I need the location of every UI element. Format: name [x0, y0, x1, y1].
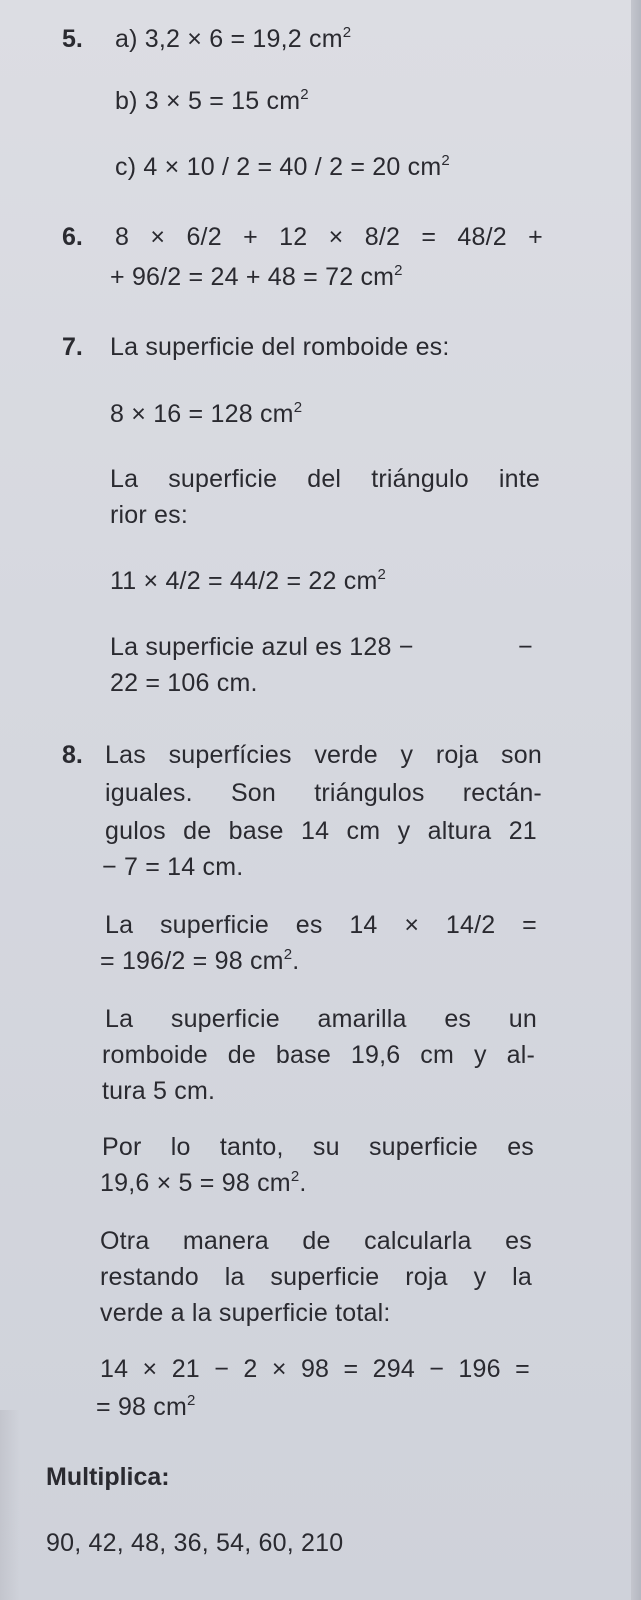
exercise-8-p3-line2 — [102, 1040, 535, 1070]
exercise-8-p4-line1 — [102, 1132, 534, 1162]
term: − — [214, 1355, 230, 1383]
word: Las — [105, 741, 146, 769]
word: restando — [100, 1263, 199, 1291]
triangle-expr: 11 × 4/2 = 44/2 = 22 cm — [110, 567, 378, 595]
unit-exponent: 2 — [342, 24, 352, 41]
word: Son — [230, 779, 277, 807]
word: 14 — [349, 911, 378, 939]
word: superfícies — [168, 741, 292, 769]
term: = — [421, 223, 437, 251]
exercise-6-number: 6. — [62, 223, 83, 251]
exercise-7-number: 7. — [62, 333, 83, 361]
word: superficie — [159, 911, 269, 939]
word: iguales. — [105, 779, 193, 807]
word: la — [224, 1263, 245, 1291]
exercise-7-azul-line2: 22 = 106 cm. — [110, 669, 258, 697]
word: cm — [346, 817, 381, 845]
exercise-8-p5-line3: verde a la superficie total: — [100, 1299, 391, 1327]
word: = — [522, 911, 537, 939]
exercise-8-p1-line1 — [105, 740, 542, 770]
unit-exponent: 2 — [293, 399, 303, 416]
word: triángulos — [314, 779, 425, 807]
exercise-7-tri-line1 — [110, 464, 540, 494]
word: superficie — [168, 465, 278, 493]
exercise-8-p1-line4: − 7 = 14 cm. — [102, 853, 244, 881]
word: 21 — [508, 817, 537, 845]
exercise-8-p5-line1 — [100, 1226, 532, 1256]
word: tanto, — [219, 1133, 284, 1161]
word: es — [505, 1227, 532, 1255]
exercise-8-p6-line2 — [96, 1392, 196, 1422]
word: superficie — [368, 1133, 478, 1161]
word: base — [228, 817, 284, 845]
exercise-8-p3-line3: tura 5 cm. — [102, 1077, 216, 1105]
word: su — [312, 1133, 340, 1161]
word: romboide — [102, 1041, 208, 1069]
word: inte — [498, 465, 540, 493]
term: × — [150, 223, 166, 251]
term: × — [142, 1355, 158, 1383]
term: × — [328, 223, 344, 251]
term: = — [343, 1355, 359, 1383]
exercise-5-number: 5. — [62, 25, 83, 53]
superficie-result: = 196/2 = 98 cm — [100, 947, 284, 975]
word: 19,6 — [350, 1041, 401, 1069]
unit-exponent: 2 — [377, 566, 387, 583]
word: de — [183, 817, 212, 845]
word: Por — [102, 1133, 142, 1161]
word: y — [400, 741, 414, 769]
exercise-7-expr2 — [110, 566, 386, 596]
exercise-8-p5-line2 — [100, 1262, 532, 1292]
word: un — [508, 1005, 537, 1033]
term: × — [271, 1355, 287, 1383]
word: al- — [506, 1041, 535, 1069]
word: cm — [420, 1041, 455, 1069]
term: 12 — [279, 223, 308, 251]
word: La — [110, 465, 139, 493]
exercise-8-p3-line1 — [105, 1004, 537, 1034]
exercise-5b-label: b) — [115, 87, 138, 115]
word: roja — [405, 1263, 448, 1291]
unit-exponent: 2 — [290, 1168, 300, 1185]
exercise-5b — [115, 86, 309, 116]
word: y — [397, 817, 411, 845]
unit-exponent: 2 — [441, 152, 450, 169]
term: 14 — [100, 1355, 129, 1383]
word: rectán- — [462, 779, 542, 807]
exercise-6-line2 — [110, 262, 403, 292]
exercise-7-tri-line2: rior es: — [110, 501, 189, 529]
exercise-6-result: + 96/2 = 24 + 48 = 72 cm — [110, 263, 395, 291]
exercise-5b-expr: 3 × 5 = 15 cm — [144, 87, 301, 115]
word: es — [295, 911, 323, 939]
term: − — [429, 1355, 445, 1383]
exercise-7-azul-dash: − — [518, 633, 533, 661]
term: 294 — [372, 1355, 415, 1383]
term: 196 — [458, 1355, 501, 1383]
exercise-8-p4-line2 — [100, 1168, 307, 1198]
word: gulos — [105, 817, 166, 845]
word: de — [302, 1227, 331, 1255]
word: superficie — [170, 1005, 280, 1033]
term: + — [243, 223, 258, 251]
word: 14/2 — [445, 911, 496, 939]
exercise-5a — [115, 24, 351, 54]
period: . — [292, 947, 300, 975]
exercise-6-line1 — [115, 222, 543, 252]
word: base — [275, 1041, 331, 1069]
word: es — [444, 1005, 472, 1033]
term: 8 — [115, 223, 130, 251]
total-result: = 98 cm — [96, 1393, 188, 1421]
exercise-5c — [115, 152, 450, 182]
term: 98 — [300, 1355, 330, 1383]
term: + — [528, 223, 543, 251]
word: superficie — [270, 1263, 380, 1291]
word: Otra — [100, 1227, 150, 1255]
amarilla-result: 19,6 × 5 = 98 cm — [100, 1169, 291, 1197]
word: lo — [170, 1133, 191, 1161]
unit-exponent: 2 — [283, 946, 293, 963]
unit-exponent: 2 — [300, 86, 309, 103]
word: La — [105, 911, 134, 939]
term: 8/2 — [364, 223, 401, 251]
word: y — [473, 1041, 487, 1069]
exercise-7-azul-line1: La superficie azul es 128 − — [110, 633, 414, 661]
word: La — [105, 1005, 134, 1033]
word: verde — [314, 741, 378, 769]
unit-exponent: 2 — [394, 262, 403, 279]
word: son — [501, 741, 542, 769]
exercise-8-p1-line2 — [105, 778, 542, 808]
word: la — [512, 1263, 532, 1291]
period: . — [299, 1169, 307, 1197]
corner-shadow — [0, 1410, 20, 1600]
multiplica-values: 90, 42, 48, 36, 54, 60, 210 — [46, 1529, 344, 1557]
word: del — [307, 465, 342, 493]
term: = — [515, 1355, 530, 1383]
exercise-8-number: 8. — [62, 741, 83, 769]
word: altura — [427, 817, 492, 845]
word: amarilla — [317, 1005, 407, 1033]
term: 21 — [171, 1355, 200, 1383]
word: es — [507, 1133, 534, 1161]
word: manera — [182, 1227, 269, 1255]
exercise-8-p6-line1 — [100, 1354, 530, 1384]
page-edge — [631, 0, 641, 1600]
exercise-7-intro: La superficie del romboide es: — [110, 333, 450, 361]
multiplica-heading: Multiplica: — [46, 1463, 170, 1491]
exercise-8-p2-line2 — [100, 946, 299, 976]
exercise-5a-label: a) — [115, 25, 138, 53]
word: roja — [435, 741, 479, 769]
word: y — [473, 1263, 487, 1291]
word: triángulo — [371, 465, 469, 493]
word: calcularla — [364, 1227, 472, 1255]
word: de — [227, 1041, 256, 1069]
word: × — [404, 911, 420, 939]
word: 14 — [300, 817, 330, 845]
romboide-expr: 8 × 16 = 128 cm — [110, 400, 294, 428]
exercise-7-expr1 — [110, 399, 302, 429]
unit-exponent: 2 — [187, 1392, 196, 1409]
term: 6/2 — [186, 223, 222, 251]
term: 48/2 — [457, 223, 507, 251]
exercise-8-p1-line3 — [105, 816, 537, 846]
exercise-5c-label: c) — [115, 153, 137, 181]
exercise-5a-expr: 3,2 × 6 = 19,2 cm — [144, 25, 343, 53]
exercise-5c-expr: 4 × 10 / 2 = 40 / 2 = 20 cm — [143, 153, 442, 181]
exercise-8-p2-line1 — [105, 910, 537, 940]
term: 2 — [243, 1355, 258, 1383]
